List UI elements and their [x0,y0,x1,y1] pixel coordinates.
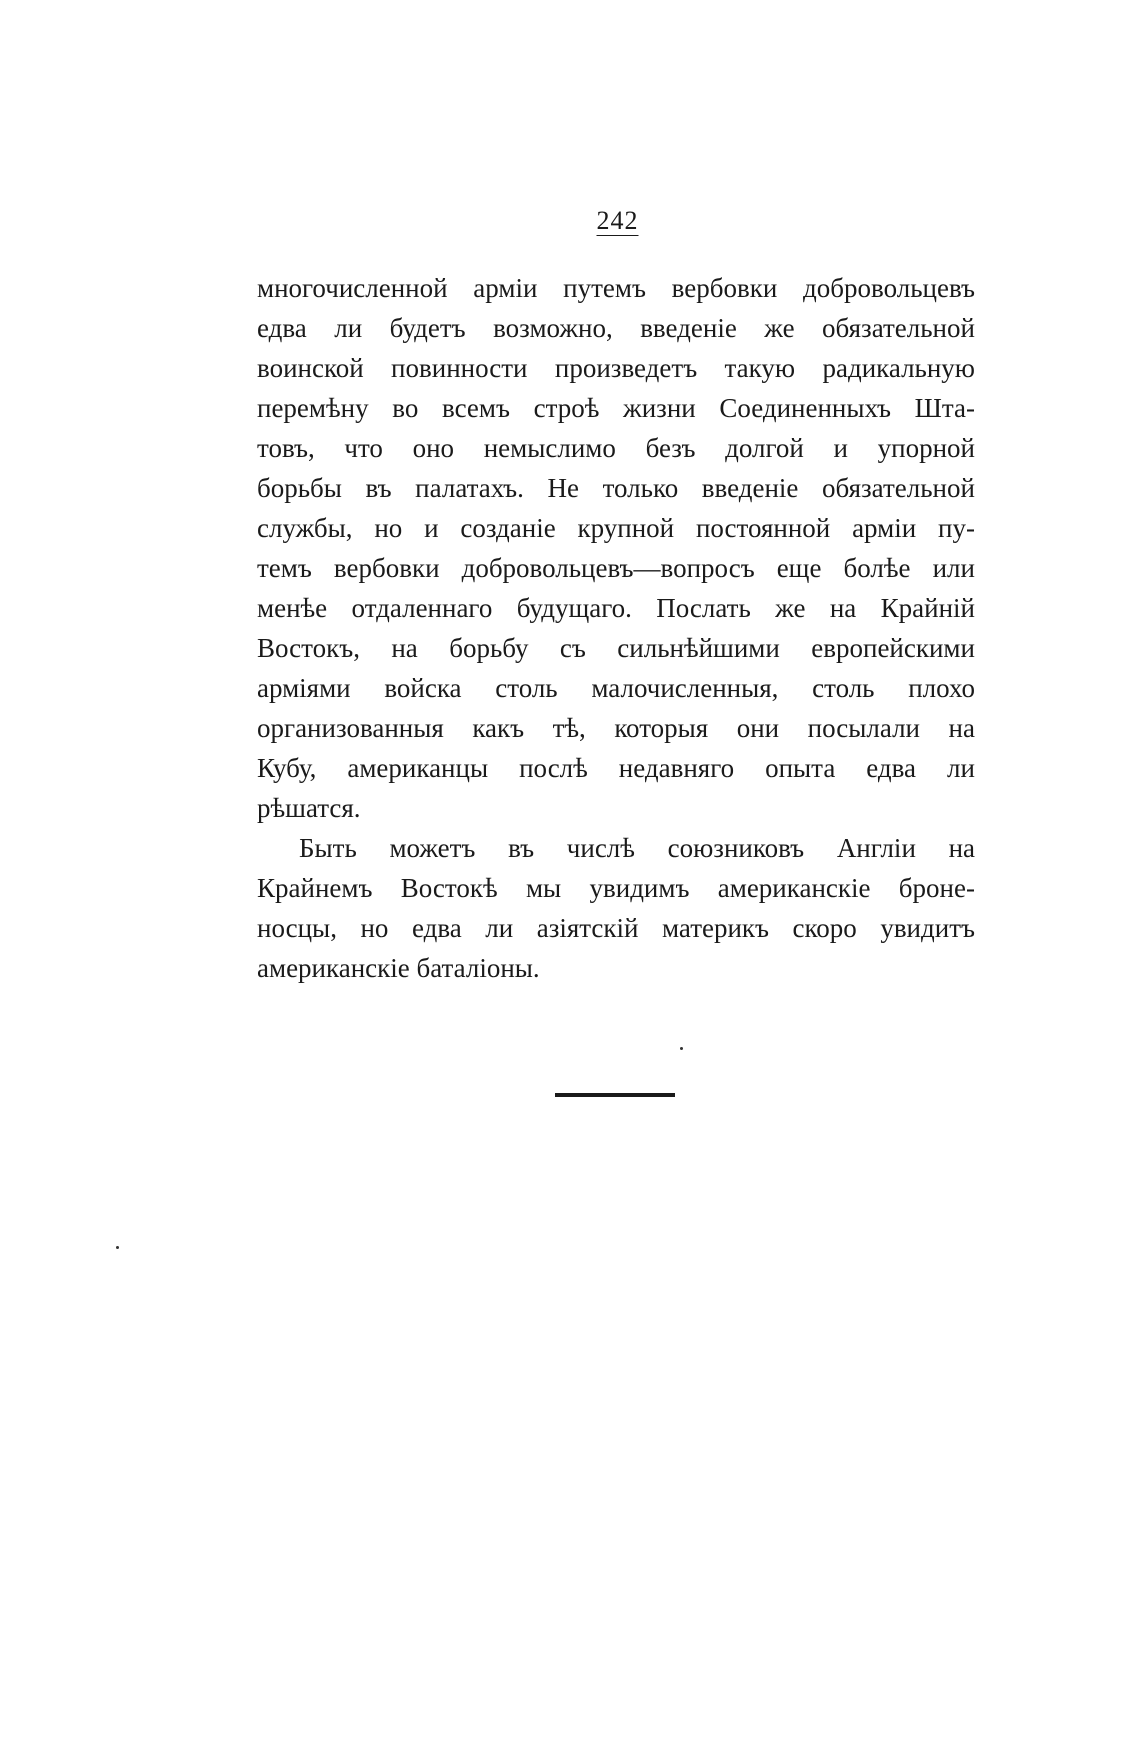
word: пу- [938,513,975,543]
text-line [257,428,975,468]
word: на [948,833,975,863]
word: болѣе [843,553,911,583]
word: сильнѣйшими [617,633,780,663]
text-line [257,908,975,948]
word: постоянной [695,513,831,543]
word: едва [411,913,462,943]
page-number: 242 [596,206,639,235]
word: въ [508,833,535,863]
text-line [257,708,975,748]
word: европейскими [811,633,975,663]
paragraph-1 [257,268,975,828]
word: введеніе [640,313,737,343]
text-line [257,828,975,868]
word: воинской [257,353,364,383]
text-line [257,668,975,708]
word: войска [384,673,462,703]
word: добровольцевъ—вопросъ [461,553,755,583]
word: на [948,713,975,743]
word: же [775,593,806,623]
word: будетъ [389,313,466,343]
text-line [257,308,975,348]
word: отдаленнаго [351,593,493,623]
word: организованныя [257,713,444,743]
word: Кубу, [257,753,317,783]
word: обязательной [822,313,975,343]
word: во [392,393,419,423]
word: малочисленныя, [591,673,779,703]
word: но [360,913,389,943]
word: они [736,713,780,743]
word: радикальную [822,353,975,383]
text-line [257,748,975,788]
word: азіятскій [536,913,639,943]
word: увидитъ [880,913,975,943]
word: что [344,433,383,463]
word: вербовки [333,553,440,583]
word: можетъ [389,833,476,863]
word: возможно, [493,313,613,343]
word: долгой [725,433,804,463]
word: только [602,473,679,503]
word: Шта- [914,393,975,423]
word: же [764,313,795,343]
word: такую [724,353,796,383]
word: числѣ [566,833,635,863]
word: столь [495,673,558,703]
word: еще [776,553,822,583]
word: американцы [347,753,489,783]
word: которыя [614,713,709,743]
word: всемъ [442,393,510,423]
word: и [424,513,439,543]
word: ли [946,753,975,783]
word: едва [257,313,307,343]
word: созданіе [460,513,556,543]
word: многочисленной [257,273,448,303]
word: Востокъ, [257,633,360,663]
word: Быть [299,833,357,863]
word: материкъ [662,913,770,943]
word: мы [525,873,562,903]
word: столь [812,673,875,703]
word: путемъ [563,273,646,303]
word: арміи [473,273,538,303]
word: обязательной [822,473,975,503]
text-line [257,548,975,588]
word: скоро [792,913,857,943]
word: или [932,553,975,583]
word: опыта [765,753,836,783]
word: и [833,433,848,463]
word: Англіи [836,833,916,863]
text-line [257,508,975,548]
word: ли [485,913,514,943]
word: Не [547,473,579,503]
word: посылали [807,713,920,743]
word: Соединенныхъ [719,393,891,423]
word: броне- [898,873,975,903]
word: произведетъ [554,353,698,383]
word: борьбу [449,633,529,663]
word: тѣ, [552,713,586,743]
word: темъ [257,553,312,583]
word: немыслимо [483,433,616,463]
word: будущаго. [516,593,632,623]
word: крупной [577,513,675,543]
word: Крайній [880,593,975,623]
text-line [257,588,975,628]
print-speck [680,1047,683,1050]
word: но [374,513,403,543]
print-speck [116,1246,119,1249]
word: товъ, [257,433,315,463]
word: службы, [257,513,353,543]
word: союзниковъ [667,833,805,863]
text-line: американскіе баталіоны. [257,953,540,983]
word: арміи [852,513,917,543]
end-rule-divider [555,1093,675,1097]
paragraph-2 [257,828,975,988]
word: на [391,633,418,663]
text-line [257,468,975,508]
word: арміями [257,673,351,703]
word: строѣ [533,393,600,423]
text-line [257,348,975,388]
word: добровольцевъ [803,273,975,303]
word: американскіе [717,873,871,903]
word: повинности [391,353,528,383]
word: жизни [623,393,696,423]
text-line [257,868,975,908]
word: послѣ [519,753,588,783]
word: носцы, [257,913,337,943]
word: борьбы [257,473,342,503]
word: какъ [472,713,525,743]
word: упорной [877,433,975,463]
word: едва [866,753,917,783]
word: вербовки [671,273,778,303]
word: въ [365,473,392,503]
word: перемѣну [257,393,369,423]
word: введеніе [701,473,799,503]
word: на [829,593,857,623]
text-line [257,388,975,428]
word: Востокѣ [400,873,498,903]
text-line: рѣшатся. [257,793,361,823]
word: ли [334,313,363,343]
text-line [257,268,975,308]
word: менѣе [257,593,328,623]
text-line [257,628,975,668]
word: Крайнемъ [257,873,373,903]
word: оно [412,433,455,463]
word: недавняго [618,753,735,783]
word: плохо [908,673,975,703]
word: съ [559,633,586,663]
word: Послать [656,593,751,623]
word: безъ [645,433,696,463]
word: увидимъ [589,873,690,903]
body-text [257,268,975,988]
word: палатахъ. [415,473,524,503]
